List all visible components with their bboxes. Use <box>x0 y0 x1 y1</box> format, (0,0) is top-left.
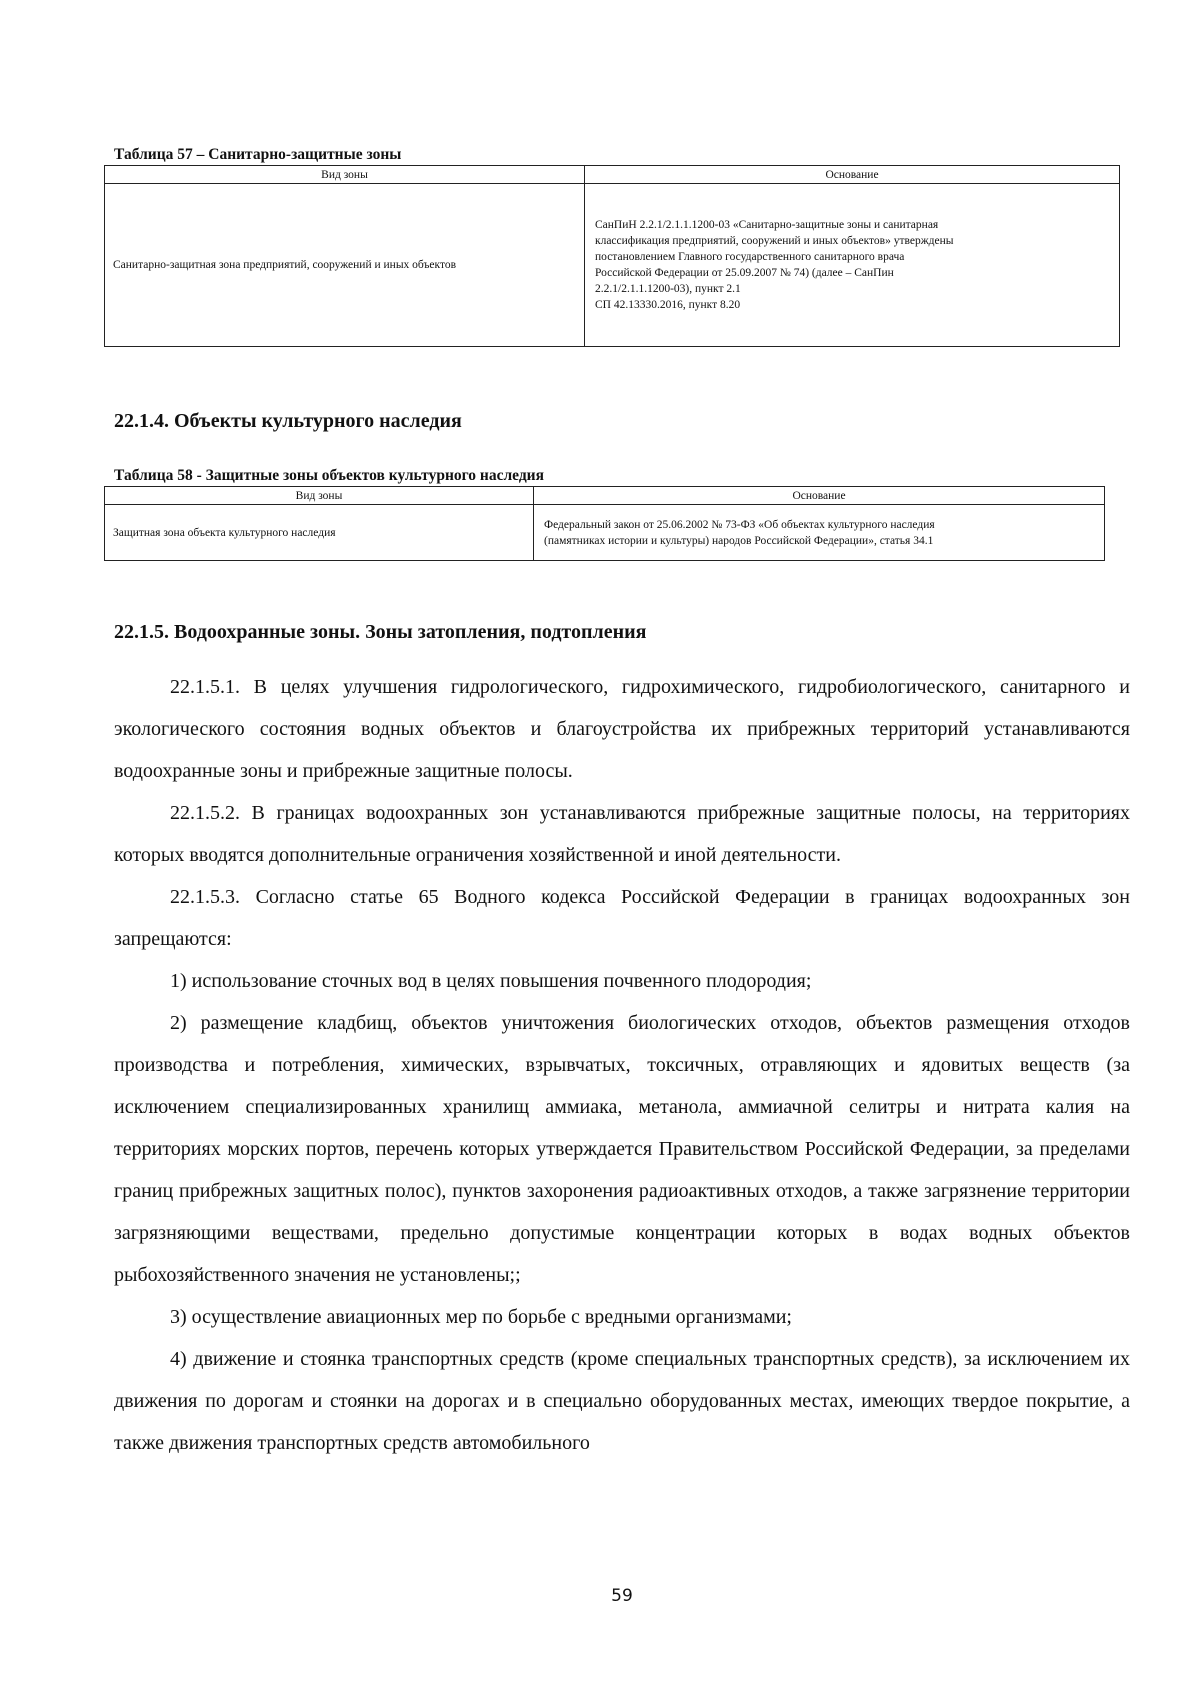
table-57-basis-line: классификация предприятий, сооружений и иных объектов» утверждены <box>595 235 954 247</box>
table-58-basis-cell <box>534 505 1105 561</box>
table-57-basis-cell <box>585 184 1120 347</box>
list-item-3: 3) осуществление авиационных мер по борьбе с вредными организмами; <box>170 1306 792 1328</box>
table-58-basis-line: (памятниках истории и культуры) народов Российской Федерации», статья 34.1 <box>544 534 934 547</box>
paragraph-22-1-5-1: 22.1.5.1. В целях улучшения гидрологического, гидрохимического, гидробиологического, санитарного и экологического состояния водных объектов и благоустройства их прибрежных территорий устанавливаются водоохранные зоны и прибрежные защитные полосы. <box>114 676 1130 782</box>
list-item-4: 4) движение и стоянка транспортных средств (кроме специальных транспортных средств), за исключением их движения по дорогам и стоянки на дорогах и в специально оборудованных местах, имеющих твердое покрытие, а также движения транспортных средств автомобильного <box>114 1348 1130 1454</box>
table-57-zone-cell: Санитарно-защитная зона предприятий, сооружений и иных объектов <box>105 184 585 347</box>
table-57-header-basis: Основание <box>585 166 1120 184</box>
table-57-header-zone: Вид зоны <box>105 166 585 184</box>
table-57-basis-line: постановлением Главного государственного санитарного врача <box>595 251 905 263</box>
section-22-1-5-body <box>114 666 1130 1464</box>
table-58-zone-cell: Защитная зона объекта культурного наследия <box>105 505 534 561</box>
table-58-basis-line: Федеральный закон от 25.06.2002 № 73-ФЗ «Об объектах культурного наследия <box>544 518 935 531</box>
table-58-header-basis: Основание <box>534 487 1105 505</box>
paragraph-22-1-5-2: 22.1.5.2. В границах водоохранных зон устанавливаются прибрежные защитные полосы, на территориях которых вводятся дополнительные ограничения хозяйственной и иной деятельности. <box>114 802 1130 866</box>
section-22-1-4-heading: 22.1.4. Объекты культурного наследия <box>114 410 462 432</box>
list-item-1: 1) использование сточных вод в целях повышения почвенного плодородия; <box>170 970 812 992</box>
table-58-caption: Таблица 58 - Защитные зоны объектов культурного наследия <box>114 467 544 484</box>
table-57 <box>104 165 1120 347</box>
table-57-basis-line: Российской Федерации от 25.09.2007 № 74) (далее – СанПин <box>595 267 894 279</box>
table-57-caption: Таблица 57 – Санитарно-защитные зоны <box>114 146 402 163</box>
table-57-basis-line: СанПиН 2.2.1/2.1.1.1200-03 «Санитарно-защитные зоны и санитарная <box>595 219 939 231</box>
table-58 <box>104 486 1105 561</box>
table-57-basis-line: 2.2.1/2.1.1.1200-03), пункт 2.1 <box>595 283 741 295</box>
section-22-1-5-heading: 22.1.5. Водоохранные зоны. Зоны затопления, подтопления <box>114 621 647 643</box>
table-57-basis-line: СП 42.13330.2016, пункт 8.20 <box>595 299 741 311</box>
table-58-header-zone: Вид зоны <box>105 487 534 505</box>
paragraph-22-1-5-3: 22.1.5.3. Согласно статье 65 Водного кодекса Российской Федерации в границах водоохранных зон запрещаются: <box>114 886 1130 950</box>
list-item-2: 2) размещение кладбищ, объектов уничтожения биологических отходов, объектов размещения отходов производства и потребления, химических, взрывчатых, токсичных, отравляющих и ядовитых веществ (за исключением специализированных хранилищ аммиака, метанола, аммиачной селитры и нитрата калия на территориях морских портов, перечень которых утверждается Правительством Российской Федерации, за пределами границ прибрежных защитных полос), пунктов захоронения радиоактивных отходов, а также загрязнение территории загрязняющими веществами, предельно допустимые концентрации которых в водах водных объектов рыбохозяйственного значения не установлены;; <box>114 1012 1130 1286</box>
page-number: 59 <box>611 1586 633 1606</box>
